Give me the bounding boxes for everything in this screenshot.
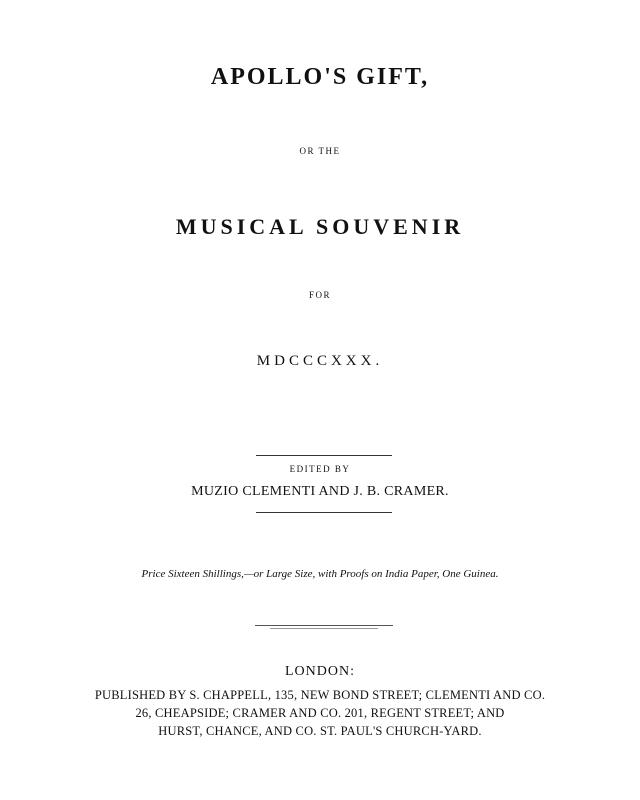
publisher-imprint <box>0 686 640 740</box>
divider-rule-middle <box>256 512 392 513</box>
divider-rule-bottom <box>255 625 393 626</box>
imprint-line: HURST, CHANCE, AND CO. ST. PAUL'S CHURCH-YARD. <box>158 724 482 738</box>
edited-by-label: EDITED BY <box>289 464 351 474</box>
publication-place: LONDON: <box>285 664 355 679</box>
connector-for: FOR <box>308 290 331 300</box>
divider-rule-bottom-thin <box>270 628 378 629</box>
editors-names: MUZIO CLEMENTI AND J. B. CRAMER. <box>191 484 449 499</box>
publication-year: MDCCCXXX. <box>256 353 384 369</box>
book-subtitle: MUSICAL SOUVENIR <box>175 214 465 239</box>
book-title: APOLLO'S GIFT, <box>210 64 430 90</box>
connector-or-the: OR THE <box>299 146 341 156</box>
price-statement: Price Sixteen Shillings,—or Large Size, with Proofs on India Paper, One Guinea. <box>141 568 499 580</box>
imprint-line: PUBLISHED BY S. CHAPPELL, 135, NEW BOND STREET; CLEMENTI AND CO. <box>94 688 546 702</box>
divider-rule-top <box>256 455 392 456</box>
imprint-line: 26, CHEAPSIDE; CRAMER AND CO. 201, REGENT STREET; AND <box>135 706 505 720</box>
